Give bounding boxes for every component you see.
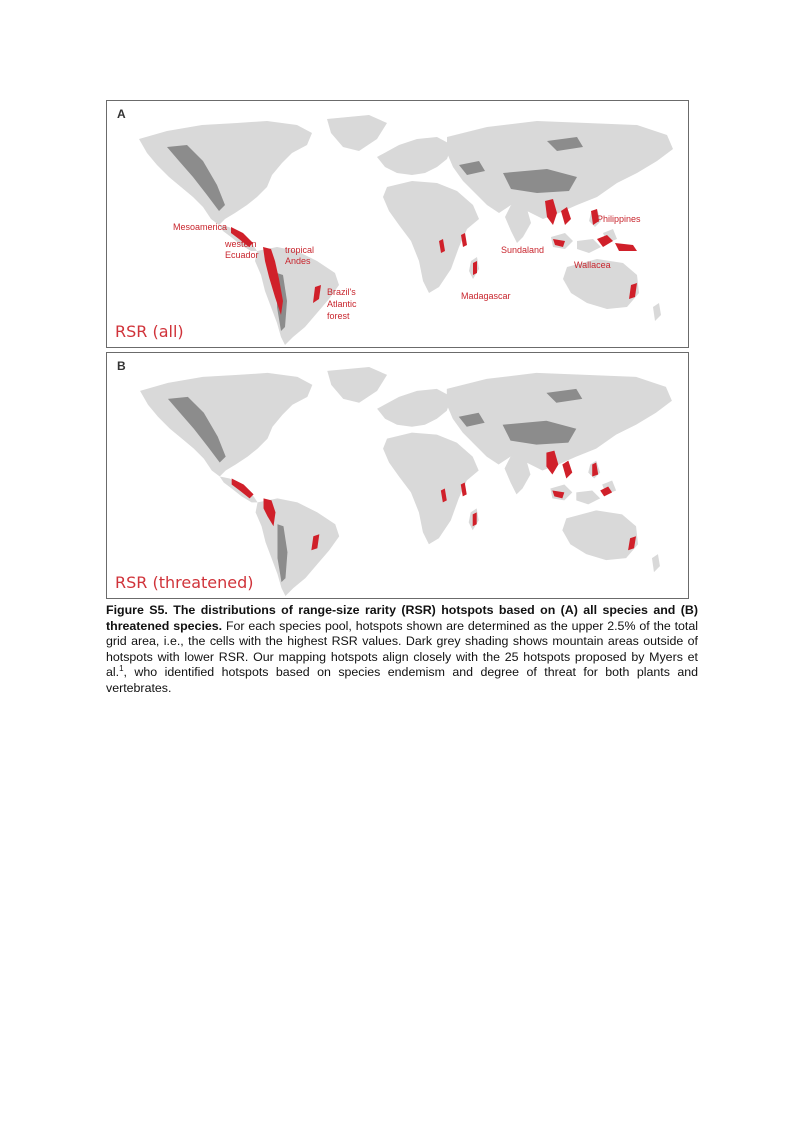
caption-text: For each species pool, hotspots shown are determined as the upper 2.5% of the total grid area, i.e., the cells with the highest RSR values. Dark grey shading shows mountain areas outside of hotspots with lower RSR. Our mapping hotspots align closely with the 25 hotspots proposed by Myers et al.	[106, 618, 698, 679]
label-brazil-1: Brazil's	[327, 287, 356, 297]
map-panel-b	[106, 352, 689, 599]
label-sundaland: Sundaland	[501, 245, 545, 255]
caption-citation: 1	[119, 663, 124, 673]
label-philippines: Philippines	[597, 214, 641, 224]
panel-letter: A	[117, 107, 126, 121]
caption-bold: Figure S5. The distributions of range-size rarity (RSR) hotspots based on (A) all species and (B) threatened species.	[106, 603, 698, 633]
panel-title-rsr-all: RSR (all)	[115, 322, 184, 341]
label-western-ecuador-1: western	[225, 239, 257, 249]
label-brazil-3: forest	[327, 311, 350, 321]
map-panel-a	[106, 100, 689, 348]
world-map-threatened	[107, 353, 689, 599]
label-western-ecuador-2: Ecuador	[225, 250, 259, 260]
label-tropical-andes-1: tropical	[285, 245, 315, 255]
label-tropical-andes-2: Andes	[285, 256, 311, 266]
panel-title-rsr-threatened: RSR (threatened)	[115, 573, 254, 592]
panel-letter: B	[117, 359, 126, 373]
label-mesoamerica: Mesoamerica	[173, 222, 228, 232]
label-madagascar: Madagascar	[461, 291, 511, 301]
caption-text-end: , who identified hotspots based on species endemism and degree of threat for both plants and vertebrates.	[106, 665, 698, 695]
figure-caption	[106, 603, 698, 696]
label-brazil-2: Atlantic	[327, 299, 357, 309]
label-wallacea: Wallacea	[574, 260, 611, 270]
